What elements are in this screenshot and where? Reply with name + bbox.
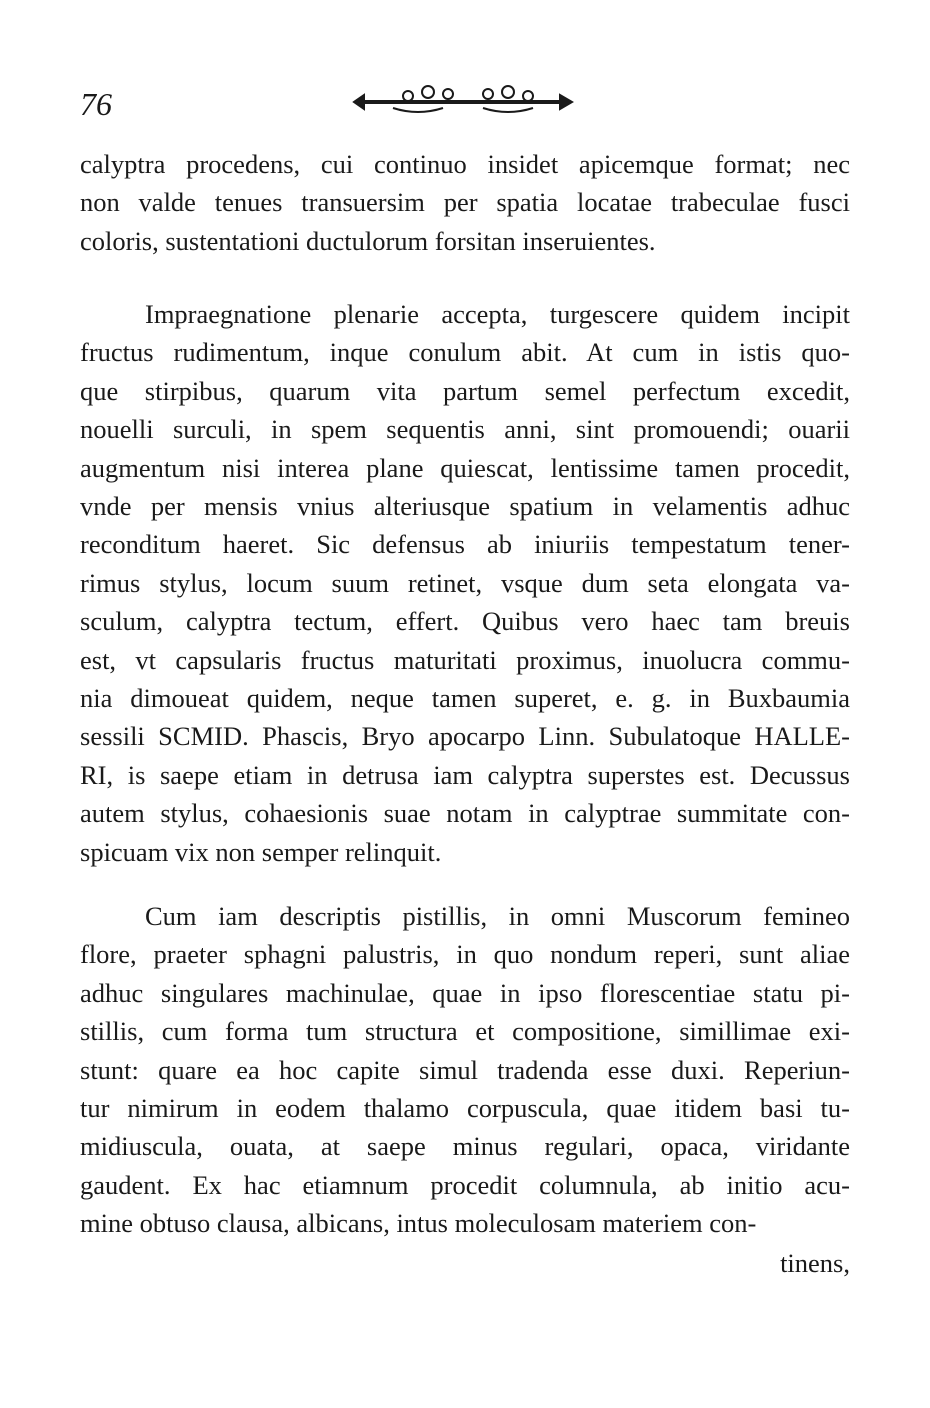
text-line: autem stylus, cohaesionis suae notam in calyptrae summitate con-	[80, 798, 850, 829]
text-line: non valde tenues transuersim per spatia locatae trabeculae fusci	[80, 187, 850, 218]
text-line: mine obtuso clausa, albicans, intus moleculosam materiem con-	[80, 1208, 757, 1239]
text-line: Impraegnatione plenarie accepta, turgescere quidem incipit	[145, 299, 850, 329]
text-line: spicuam vix non semper relinquit.	[80, 836, 442, 867]
text-line: nouelli surculi, in spem sequentis anni, sint promouendi; ouarii	[80, 414, 850, 445]
text-line: vnde per mensis vnius alteriusque spatium in velamentis adhuc	[80, 491, 850, 521]
text-line: sessili SCMID. Phascis, Bryo apocarpo Linn. Subulatoque HALLE-	[80, 721, 850, 752]
text-line: rimus stylus, locum suum retinet, vsque dum seta elongata va-	[80, 567, 850, 598]
text-line: coloris, sustentationi ductulorum forsitan inseruientes.	[80, 225, 656, 256]
text-line: midiuscula, ouata, at saepe minus regulari, opaca, viridante	[80, 1131, 850, 1162]
text-line: sculum, calyptra tectum, effert. Quibus vero haec tam breuis	[80, 606, 850, 637]
text-line: flore, praeter sphagni palustris, in quo nondum reperi, sunt aliae	[80, 939, 850, 970]
text-line: calyptra procedens, cui continuo insidet apicemque format; nec	[80, 149, 850, 179]
text-line: RI, is saepe etiam in detrusa iam calyptra superstes est. Decussus	[80, 759, 850, 790]
text-line: tur nimirum in eodem thalamo corpuscula, quae itidem basi tu-	[80, 1093, 850, 1123]
text-line: augmentum nisi interea plane quiescat, lentissime tamen procedit,	[80, 452, 850, 483]
text-line: gaudent. Ex hac etiamnum procedit columnula, ab initio acu-	[80, 1169, 850, 1200]
text-line: que stirpibus, quarum vita partum semel perfectum excedit,	[80, 375, 850, 406]
catchword: tinens,	[780, 1248, 850, 1278]
text-line: reconditum haeret. Sic defensus ab iniuriis tempestatum tener-	[80, 529, 850, 560]
page-number: 76	[80, 86, 112, 122]
text-line: stillis, cum forma tum structura et compositione, simillimae exi-	[80, 1016, 850, 1047]
text-line: stunt: quare ea hoc capite simul tradenda esse duxi. Reperiun-	[80, 1054, 850, 1085]
text-line: est, vt capsularis fructus maturitati proximus, inuolucra commu-	[80, 644, 850, 675]
text-line: fructus rudimentum, inque conulum abit. At cum in istis quo-	[80, 337, 850, 368]
text-line: nia dimoueat quidem, neque tamen superet, e. g. in Buxbaumia	[80, 683, 850, 713]
decorative-vine-ornament-icon	[348, 82, 578, 122]
text-line: Cum iam descriptis pistillis, in omni Muscorum femineo	[145, 901, 850, 931]
text-line: adhuc singulares machinulae, quae in ipso florescentiae statu pi-	[80, 977, 850, 1008]
